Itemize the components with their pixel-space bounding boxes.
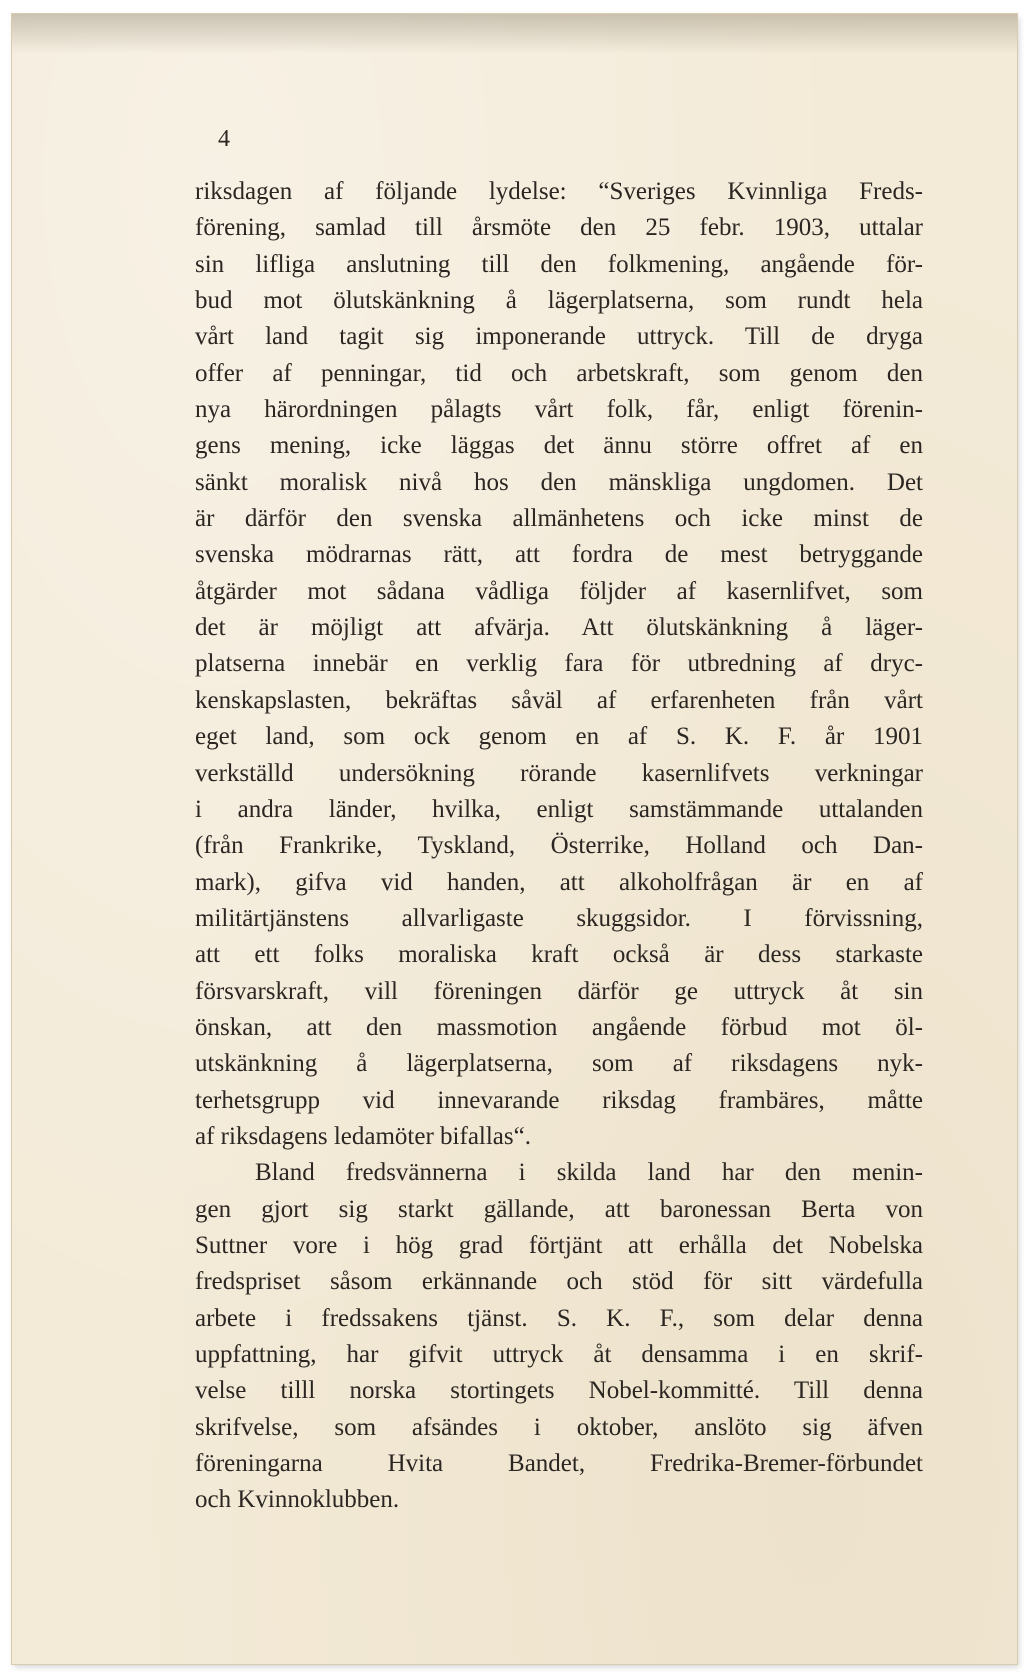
text-line: skrifvelse, som afsändes i oktober, anslöto sig äfven (195, 1413, 923, 1441)
text-line: det är möjligt att afvärja. Att ölutskänkning å läger- (195, 614, 923, 642)
text-line: terhetsgrupp vid innevarande riksdag frambäres, måtte (195, 1086, 923, 1114)
text-line: Suttner vore i hög grad förtjänt att erhålla det Nobelska (195, 1231, 923, 1259)
text-line: förening, samlad till årsmöte den 25 febr. 1903, uttalar (195, 214, 923, 242)
text-line: vårt land tagit sig imponerande uttryck. Till de dryga (195, 323, 923, 351)
text-line: gen gjort sig starkt gällande, att baronessan Berta von (195, 1195, 923, 1223)
text-line: velse tilll norska stortingets Nobel-kommitté. Till denna (195, 1377, 923, 1405)
text-line: svenska mödrarnas rätt, att fordra de mest betryggande (195, 541, 923, 569)
text-line: Bland fredsvännerna i skilda land har den menin- (255, 1159, 923, 1187)
text-line: åtgärder mot sådana vådliga följder af kasernlifvet, som (195, 577, 923, 605)
text-line: sänkt moralisk nivå hos den mänskliga ungdomen. Det (195, 468, 923, 496)
text-line: är därför den svenska allmänhetens och icke minst de (195, 505, 923, 533)
text-line: gens mening, icke läggas det ännu större offret af en (195, 432, 923, 460)
text-line: uppfattning, har gifvit uttryck åt densamma i en skrif- (195, 1341, 923, 1368)
text-line: i andra länder, hvilka, enligt samstämmande uttalanden (195, 795, 923, 823)
text-line: nya härordningen pålagts vårt folk, får, enligt förenin- (195, 396, 923, 424)
text-line: försvarskraft, vill föreningen därför ge uttryck åt sin (195, 977, 923, 1005)
text-line: kenskapslasten, bekräftas såväl af erfarenheten från vårt (195, 686, 923, 714)
text-line: önskan, att den massmotion angående förbud mot öl- (195, 1013, 923, 1041)
text-line: arbete i fredssakens tjänst. S. K. F., som delar denna (195, 1304, 923, 1332)
text-line: att ett folks moraliska kraft också är dess starkaste (195, 941, 923, 969)
text-line: föreningarna Hvita Bandet, Fredrika-Bremer-förbundet (195, 1450, 923, 1478)
text-line: eget land, som ock genom en af S. K. F. år 1901 (195, 723, 923, 751)
scanned-page (12, 14, 1017, 1664)
text-line: fredspriset såsom erkännande och stöd för sitt värdefulla (195, 1268, 923, 1296)
text-line: mark), gifva vid handen, att alkoholfrågan är en af (195, 868, 923, 896)
text-line: (från Frankrike, Tyskland, Österrike, Holland och Dan- (195, 832, 923, 860)
text-line: riksdagen af följande lydelse: “Sveriges Kvinnliga Freds- (195, 178, 923, 205)
text-line: verkställd undersökning rörande kasernlifvets verkningar (195, 759, 923, 787)
text-line: utskänkning å lägerplatserna, som af riksdagens nyk- (195, 1050, 923, 1078)
body-text (195, 174, 923, 1519)
text-line: bud mot ölutskänkning å lägerplatserna, som rundt hela (195, 287, 923, 315)
text-line: platserna innebär en verklig fara för utbredning af dryc- (195, 650, 923, 678)
page-edge-shadow (12, 14, 1017, 54)
text-line: militärtjänstens allvarligaste skuggsidor. I förvissning, (195, 904, 923, 932)
page-number: 4 (218, 126, 230, 152)
text-line: sin lifliga anslutning till den folkmening, angående för- (195, 250, 923, 278)
text-line: och Kvinnoklubben. (195, 1486, 400, 1514)
text-line: af riksdagens ledamöter bifallas“. (195, 1122, 531, 1150)
text-line: offer af penningar, tid och arbetskraft, som genom den (195, 359, 923, 387)
